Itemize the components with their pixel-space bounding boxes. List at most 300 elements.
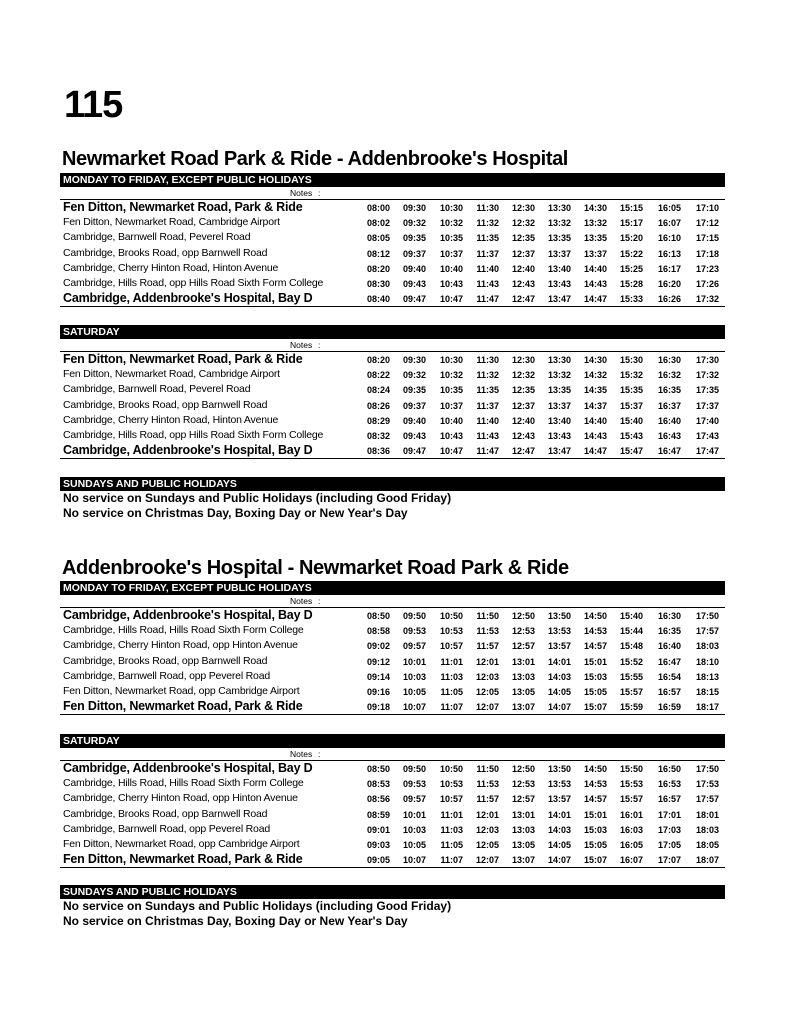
departure-time: 11:47 xyxy=(476,294,499,305)
stop-name: Cambridge, Cherry Hinton Road, opp Hinton Avenue xyxy=(63,639,298,652)
day-band: SATURDAY xyxy=(60,325,725,339)
departure-time: 17:32 xyxy=(695,370,719,381)
direction-title: Newmarket Road Park & Ride - Addenbrooke's Hospital xyxy=(62,148,568,170)
departure-time: 11:47 xyxy=(476,446,499,457)
departure-time: 15:15 xyxy=(619,203,643,213)
departure-time: 14:03 xyxy=(547,671,571,682)
departure-time: 18:07 xyxy=(695,855,719,866)
stop-name: Cambridge, Brooks Road, opp Barnwell Road xyxy=(63,807,268,820)
departure-time: 10:05 xyxy=(402,686,426,697)
departure-time: 09:53 xyxy=(402,779,426,790)
departure-time: 08:50 xyxy=(366,611,390,621)
departure-time: 10:05 xyxy=(402,839,426,850)
departure-time: 14:03 xyxy=(547,824,571,835)
departure-time: 08:40 xyxy=(366,294,390,305)
departure-time: 13:03 xyxy=(511,671,535,682)
stop-name: Cambridge, Cherry Hinton Road, opp Hinton Avenue xyxy=(63,792,298,805)
stop-name: Fen Ditton, Newmarket Road, opp Cambridge Airport xyxy=(63,837,300,850)
departure-time: 09:30 xyxy=(402,355,426,365)
stop-name: Cambridge, Barnwell Road, Peverel Road xyxy=(63,231,251,244)
departure-time: 14:05 xyxy=(547,839,571,850)
departure-time: 15:22 xyxy=(619,248,643,259)
stop-name: Cambridge, Cherry Hinton Road, Hinton Avenue xyxy=(63,413,279,426)
departure-time: 17:32 xyxy=(695,294,719,305)
departure-time: 14:50 xyxy=(583,611,607,621)
departure-time: 16:05 xyxy=(619,839,643,850)
departure-time: 16:30 xyxy=(657,355,681,365)
departure-time: 11:30 xyxy=(476,355,499,365)
departure-time: 12:43 xyxy=(511,430,535,441)
departure-time: 13:57 xyxy=(547,794,571,805)
departure-time: 08:29 xyxy=(366,415,390,426)
departure-time: 15:01 xyxy=(583,656,607,667)
table-row xyxy=(60,413,725,428)
departure-time: 10:57 xyxy=(439,794,463,805)
departure-time: 18:03 xyxy=(695,641,719,652)
stop-name: Fen Ditton, Newmarket Road, Park & Ride xyxy=(63,852,303,867)
departure-time: 11:05 xyxy=(440,686,463,697)
departure-time: 12:07 xyxy=(475,702,499,713)
departure-time: 16:40 xyxy=(657,641,681,652)
departure-time: 14:30 xyxy=(583,355,607,365)
departure-time: 09:47 xyxy=(402,446,426,457)
departure-time: 15:25 xyxy=(619,263,643,274)
departure-time: 14:01 xyxy=(547,656,571,667)
stop-name: Cambridge, Hills Road, opp Hills Road Sixth Form College xyxy=(63,276,324,289)
departure-time: 13:43 xyxy=(547,430,571,441)
departure-time: 15:43 xyxy=(619,430,643,441)
table-row xyxy=(60,276,725,291)
departure-time: 13:40 xyxy=(547,415,571,426)
table-row xyxy=(60,776,725,791)
departure-time: 18:03 xyxy=(695,824,719,835)
departure-time: 11:07 xyxy=(440,702,463,713)
departure-time: 10:37 xyxy=(439,400,463,411)
departure-time: 08:00 xyxy=(366,203,390,213)
departure-time: 18:17 xyxy=(695,702,719,713)
table-row xyxy=(60,367,725,382)
departure-time: 13:37 xyxy=(547,248,571,259)
departure-time: 13:30 xyxy=(547,203,571,213)
table-row xyxy=(60,200,725,215)
departure-time: 14:57 xyxy=(583,794,607,805)
departure-time: 16:43 xyxy=(657,430,681,441)
departure-time: 13:32 xyxy=(547,370,571,381)
table-row xyxy=(60,261,725,276)
departure-time: 17:47 xyxy=(695,446,719,457)
departure-time: 11:37 xyxy=(476,248,499,259)
departure-time: 11:50 xyxy=(476,611,499,621)
departure-time: 13:53 xyxy=(547,626,571,637)
departure-time: 14:43 xyxy=(583,430,607,441)
departure-time: 08:32 xyxy=(366,430,390,441)
departure-time: 15:57 xyxy=(619,794,643,805)
departure-time: 13:50 xyxy=(547,611,571,621)
departure-time: 11:01 xyxy=(440,809,463,820)
departure-time: 14:37 xyxy=(583,400,607,411)
departure-time: 12:35 xyxy=(511,233,535,244)
timetable-weekday xyxy=(60,581,725,715)
departure-time: 09:30 xyxy=(402,203,426,213)
departure-time: 11:57 xyxy=(476,641,499,652)
departure-time: 08:24 xyxy=(366,385,390,396)
departure-time: 13:07 xyxy=(511,702,535,713)
departure-time: 14:57 xyxy=(583,641,607,652)
departure-time: 09:12 xyxy=(366,656,390,667)
departure-time: 15:20 xyxy=(619,233,643,244)
departure-time: 16:50 xyxy=(657,764,681,774)
departure-time: 10:03 xyxy=(402,671,426,682)
departure-time: 10:43 xyxy=(439,430,463,441)
departure-time: 15:37 xyxy=(619,400,643,411)
departure-time: 12:47 xyxy=(511,294,535,305)
departure-time: 17:01 xyxy=(657,809,681,820)
departure-time: 09:16 xyxy=(366,686,390,697)
table-row xyxy=(60,669,725,684)
departure-time: 13:01 xyxy=(511,809,535,820)
departure-time: 15:50 xyxy=(619,764,643,774)
table-row xyxy=(60,791,725,806)
departure-time: 17:07 xyxy=(657,855,681,866)
notes-label: Notes xyxy=(290,596,313,606)
departure-time: 11:32 xyxy=(476,370,499,381)
notice-line: No service on Christmas Day, Boxing Day or New Year's Day xyxy=(63,914,408,928)
departure-time: 08:20 xyxy=(366,263,390,274)
departure-time: 08:26 xyxy=(366,400,390,411)
departure-time: 08:50 xyxy=(366,764,390,774)
departure-time: 14:40 xyxy=(583,263,607,274)
departure-time: 17:57 xyxy=(695,626,719,637)
departure-time: 15:05 xyxy=(583,839,607,850)
departure-time: 15:07 xyxy=(583,702,607,713)
departure-time: 16:01 xyxy=(619,809,643,820)
departure-time: 17:35 xyxy=(695,385,719,396)
stop-name: Cambridge, Addenbrooke's Hospital, Bay D xyxy=(63,291,313,306)
departure-time: 10:35 xyxy=(439,385,463,396)
departure-time: 17:12 xyxy=(695,218,719,229)
departure-time: 16:47 xyxy=(657,446,681,457)
departure-time: 09:37 xyxy=(402,400,426,411)
departure-time: 10:43 xyxy=(439,278,463,289)
departure-time: 16:05 xyxy=(657,203,681,213)
day-band: SUNDAYS AND PUBLIC HOLIDAYS xyxy=(60,885,725,899)
departure-time: 09:02 xyxy=(366,641,390,652)
departure-time: 10:40 xyxy=(439,415,463,426)
stop-name: Cambridge, Barnwell Road, Peverel Road xyxy=(63,383,251,396)
notes-row xyxy=(60,187,725,199)
departure-time: 10:30 xyxy=(439,355,463,365)
table-row xyxy=(60,852,725,867)
departure-time: 08:02 xyxy=(366,218,390,229)
departure-time: 17:23 xyxy=(695,263,719,274)
departure-time: 12:43 xyxy=(511,278,535,289)
departure-time: 08:36 xyxy=(366,446,390,457)
departure-time: 15:48 xyxy=(619,641,643,652)
departure-time: 13:50 xyxy=(547,764,571,774)
departure-time: 09:35 xyxy=(402,385,426,396)
table-row xyxy=(60,807,725,822)
departure-time: 17:43 xyxy=(695,430,719,441)
departure-time: 18:15 xyxy=(695,686,719,697)
notes-label: Notes xyxy=(290,340,313,350)
table-row xyxy=(60,428,725,443)
departure-time: 09:50 xyxy=(402,764,426,774)
departure-time: 09:57 xyxy=(402,641,426,652)
departure-time: 09:47 xyxy=(402,294,426,305)
departure-time: 15:59 xyxy=(619,702,643,713)
departure-time: 16:26 xyxy=(657,294,681,305)
stop-name: Fen Ditton, Newmarket Road, Park & Ride xyxy=(63,699,303,714)
departure-time: 12:03 xyxy=(475,824,499,835)
departure-time: 16:32 xyxy=(657,370,681,381)
departure-time: 12:05 xyxy=(475,686,499,697)
departure-time: 15:01 xyxy=(583,809,607,820)
table-row xyxy=(60,684,725,699)
departure-time: 14:01 xyxy=(547,809,571,820)
table-row xyxy=(60,837,725,852)
departure-time: 15:55 xyxy=(619,671,643,682)
departure-time: 10:01 xyxy=(402,809,426,820)
stop-name: Cambridge, Addenbrooke's Hospital, Bay D xyxy=(63,761,313,775)
departure-time: 09:57 xyxy=(402,794,426,805)
departure-time: 16:40 xyxy=(657,415,681,426)
departure-time: 12:37 xyxy=(511,248,535,259)
timetable-rows xyxy=(60,608,725,715)
departure-time: 15:53 xyxy=(619,779,643,790)
departure-time: 08:12 xyxy=(366,248,390,259)
departure-time: 13:57 xyxy=(547,641,571,652)
stop-name: Cambridge, Hills Road, Hills Road Sixth Form College xyxy=(63,777,304,790)
departure-time: 17:57 xyxy=(695,794,719,805)
departure-time: 11:37 xyxy=(476,400,499,411)
departure-time: 12:50 xyxy=(511,764,535,774)
sunday-notice xyxy=(60,477,725,521)
departure-time: 08:05 xyxy=(366,233,390,244)
stop-name: Cambridge, Addenbrooke's Hospital, Bay D xyxy=(63,443,313,458)
departure-time: 16:59 xyxy=(657,702,681,713)
departure-time: 11:53 xyxy=(476,626,499,637)
departure-time: 08:58 xyxy=(366,626,390,637)
table-row xyxy=(60,654,725,669)
departure-time: 12:05 xyxy=(475,839,499,850)
timetable-saturday xyxy=(60,325,725,459)
departure-time: 13:03 xyxy=(511,824,535,835)
departure-time: 13:47 xyxy=(547,294,571,305)
departure-time: 12:30 xyxy=(511,355,535,365)
table-row xyxy=(60,291,725,306)
timetable-rows xyxy=(60,200,725,307)
departure-time: 11:40 xyxy=(476,263,499,274)
notes-colon: : xyxy=(318,340,321,350)
departure-time: 13:32 xyxy=(547,218,571,229)
departure-time: 15:03 xyxy=(583,824,607,835)
notes-colon: : xyxy=(318,188,321,198)
departure-time: 14:35 xyxy=(583,385,607,396)
notes-row xyxy=(60,595,725,607)
departure-time: 17:18 xyxy=(695,248,719,259)
departure-time: 09:40 xyxy=(402,263,426,274)
departure-time: 09:37 xyxy=(402,248,426,259)
day-band: MONDAY TO FRIDAY, EXCEPT PUBLIC HOLIDAYS xyxy=(60,173,725,187)
departure-time: 12:53 xyxy=(511,779,535,790)
departure-time: 09:18 xyxy=(366,702,390,713)
departure-time: 15:57 xyxy=(619,686,643,697)
departure-time: 13:05 xyxy=(511,839,535,850)
departure-time: 12:32 xyxy=(511,218,535,229)
notes-label: Notes xyxy=(290,188,313,198)
departure-time: 17:15 xyxy=(695,233,719,244)
table-row xyxy=(60,761,725,776)
departure-time: 10:47 xyxy=(439,294,463,305)
stop-name: Fen Ditton, Newmarket Road, Cambridge Airport xyxy=(63,216,280,229)
notice-line: No service on Sundays and Public Holidays (including Good Friday) xyxy=(63,899,452,913)
stop-name: Cambridge, Barnwell Road, opp Peverel Road xyxy=(63,822,270,835)
departure-time: 10:32 xyxy=(439,218,463,229)
departure-time: 17:53 xyxy=(695,779,719,790)
table-row xyxy=(60,443,725,458)
departure-time: 12:57 xyxy=(511,641,535,652)
departure-time: 17:26 xyxy=(695,278,719,289)
departure-time: 17:30 xyxy=(695,355,719,365)
departure-time: 09:05 xyxy=(366,855,390,866)
table-row xyxy=(60,699,725,714)
departure-time: 09:43 xyxy=(402,430,426,441)
departure-time: 08:22 xyxy=(366,370,390,381)
departure-time: 13:35 xyxy=(547,233,571,244)
departure-time: 11:35 xyxy=(476,233,499,244)
departure-time: 18:10 xyxy=(695,656,719,667)
departure-time: 12:40 xyxy=(511,263,535,274)
departure-time: 16:47 xyxy=(657,656,681,667)
departure-time: 16:10 xyxy=(657,233,681,244)
departure-time: 13:32 xyxy=(583,218,607,229)
departure-time: 10:35 xyxy=(439,233,463,244)
departure-time: 09:53 xyxy=(402,626,426,637)
departure-time: 08:20 xyxy=(366,355,390,365)
stop-name: Cambridge, Barnwell Road, opp Peverel Road xyxy=(63,669,270,682)
timetable-rows xyxy=(60,761,725,868)
notes-label: Notes xyxy=(290,749,313,759)
departure-time: 12:01 xyxy=(475,809,499,820)
departure-time: 16:03 xyxy=(619,824,643,835)
departure-time: 17:40 xyxy=(695,415,719,426)
departure-time: 09:35 xyxy=(402,233,426,244)
departure-time: 12:37 xyxy=(511,400,535,411)
departure-time: 15:40 xyxy=(619,415,643,426)
notice-line: No service on Sundays and Public Holidays (including Good Friday) xyxy=(63,491,452,505)
departure-time: 15:30 xyxy=(619,355,643,365)
departure-time: 13:40 xyxy=(547,263,571,274)
departure-time: 12:53 xyxy=(511,626,535,637)
timetable-saturday xyxy=(60,734,725,868)
departure-time: 14:32 xyxy=(583,370,607,381)
departure-time: 11:05 xyxy=(440,839,463,850)
stop-name: Cambridge, Brooks Road, opp Barnwell Road xyxy=(63,246,268,259)
stop-name: Cambridge, Addenbrooke's Hospital, Bay D xyxy=(63,608,313,622)
departure-time: 16:17 xyxy=(657,263,681,274)
departure-time: 15:52 xyxy=(619,656,643,667)
table-row xyxy=(60,638,725,653)
departure-time: 11:32 xyxy=(476,218,499,229)
departure-time: 17:50 xyxy=(695,611,719,621)
departure-time: 09:32 xyxy=(402,370,426,381)
sunday-notice xyxy=(60,885,725,929)
departure-time: 13:37 xyxy=(583,248,607,259)
departure-time: 16:20 xyxy=(657,278,681,289)
departure-time: 15:28 xyxy=(619,278,643,289)
departure-time: 10:40 xyxy=(439,263,463,274)
departure-time: 08:59 xyxy=(366,809,390,820)
departure-time: 10:37 xyxy=(439,248,463,259)
departure-time: 10:30 xyxy=(439,203,463,213)
notes-row xyxy=(60,339,725,351)
departure-time: 15:07 xyxy=(583,855,607,866)
departure-time: 09:14 xyxy=(366,671,390,682)
departure-time: 10:57 xyxy=(439,641,463,652)
departure-time: 11:43 xyxy=(476,430,499,441)
stop-name: Cambridge, Hills Road, Hills Road Sixth Form College xyxy=(63,624,304,637)
departure-time: 14:53 xyxy=(583,779,607,790)
departure-time: 13:01 xyxy=(511,656,535,667)
departure-time: 10:32 xyxy=(439,370,463,381)
departure-time: 10:03 xyxy=(402,824,426,835)
departure-time: 11:30 xyxy=(476,203,499,213)
departure-time: 16:07 xyxy=(619,855,643,866)
departure-time: 11:35 xyxy=(476,385,499,396)
departure-time: 13:30 xyxy=(547,355,571,365)
stop-name: Fen Ditton, Newmarket Road, opp Cambridge Airport xyxy=(63,684,300,697)
day-band: SUNDAYS AND PUBLIC HOLIDAYS xyxy=(60,477,725,491)
table-row xyxy=(60,382,725,397)
departure-time: 13:43 xyxy=(547,278,571,289)
departure-time: 10:50 xyxy=(439,611,463,621)
day-band: MONDAY TO FRIDAY, EXCEPT PUBLIC HOLIDAYS xyxy=(60,581,725,595)
departure-time: 08:30 xyxy=(366,278,390,289)
departure-time: 17:50 xyxy=(695,764,719,774)
stop-name: Cambridge, Hills Road, opp Hills Road Sixth Form College xyxy=(63,428,324,441)
departure-time: 13:35 xyxy=(547,385,571,396)
departure-time: 13:07 xyxy=(511,855,535,866)
table-row xyxy=(60,215,725,230)
table-row xyxy=(60,398,725,413)
departure-time: 11:40 xyxy=(476,415,499,426)
departure-time: 18:13 xyxy=(695,671,719,682)
departure-time: 10:01 xyxy=(402,656,426,667)
departure-time: 14:40 xyxy=(583,415,607,426)
departure-time: 16:54 xyxy=(657,671,681,682)
departure-time: 13:05 xyxy=(511,686,535,697)
departure-time: 15:32 xyxy=(619,370,643,381)
departure-time: 11:57 xyxy=(476,794,499,805)
stop-name: Fen Ditton, Newmarket Road, Park & Ride xyxy=(63,352,303,366)
departure-time: 12:32 xyxy=(511,370,535,381)
departure-time: 11:43 xyxy=(476,278,499,289)
departure-time: 10:50 xyxy=(439,764,463,774)
departure-time: 12:07 xyxy=(475,855,499,866)
departure-time: 14:07 xyxy=(547,855,571,866)
departure-time: 10:07 xyxy=(402,702,426,713)
departure-time: 16:13 xyxy=(657,248,681,259)
table-row xyxy=(60,822,725,837)
departure-time: 10:53 xyxy=(439,626,463,637)
departure-time: 09:50 xyxy=(402,611,426,621)
notes-row xyxy=(60,748,725,760)
departure-time: 13:53 xyxy=(547,779,571,790)
departure-time: 15:35 xyxy=(619,385,643,396)
departure-time: 10:53 xyxy=(439,779,463,790)
notes-colon: : xyxy=(318,749,321,759)
departure-time: 15:47 xyxy=(619,446,643,457)
